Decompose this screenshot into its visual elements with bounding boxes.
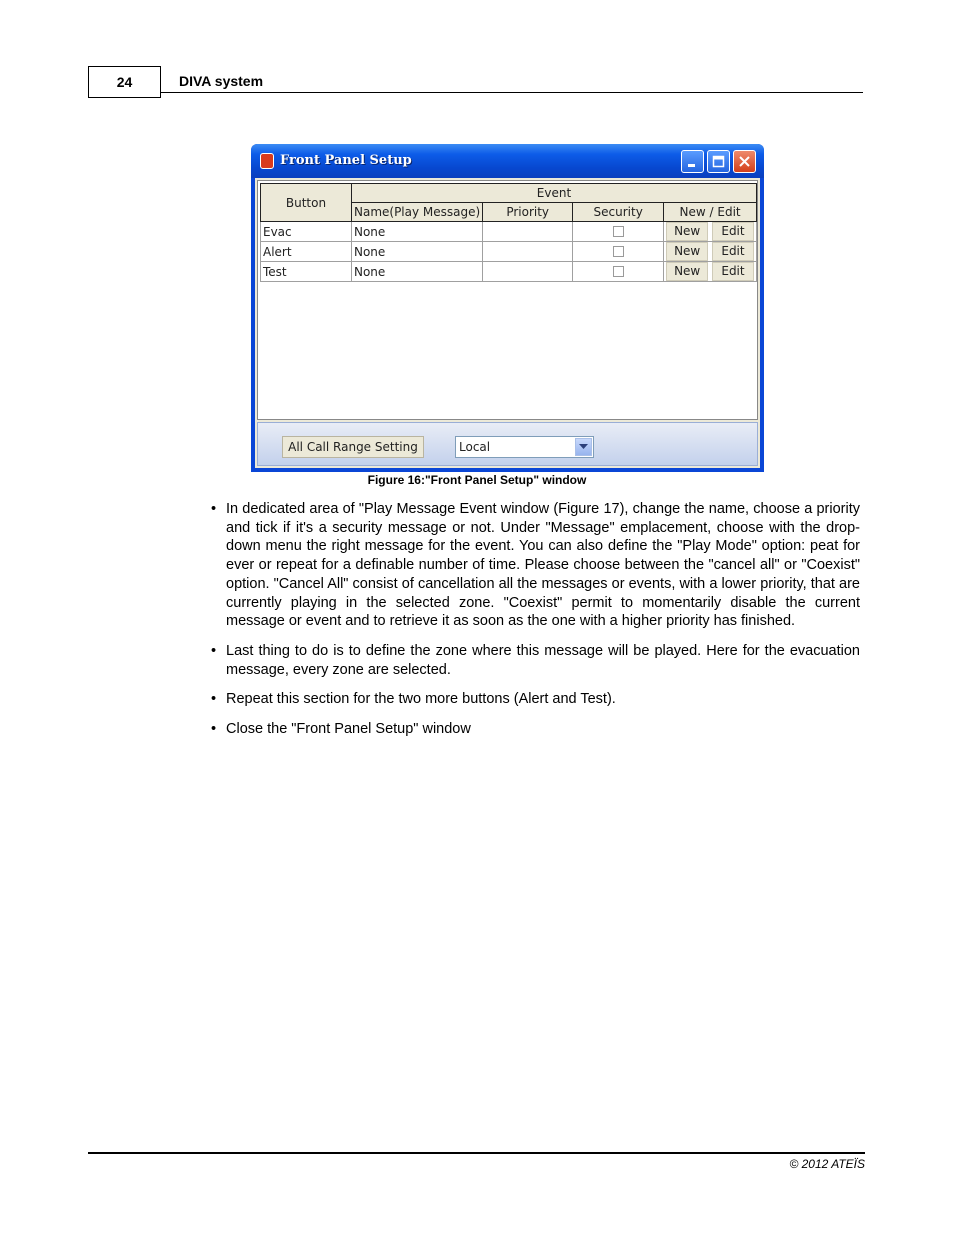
security-checkbox[interactable]: [613, 246, 624, 257]
front-panel-setup-window: [251, 144, 764, 472]
new-edit-column-header[interactable]: New / Edit: [664, 203, 757, 222]
app-icon: [260, 153, 274, 169]
list-item: [208, 642, 860, 679]
close-button[interactable]: [733, 150, 756, 173]
security-cell: [573, 222, 664, 242]
event-table: [260, 183, 757, 282]
range-select[interactable]: [455, 436, 594, 458]
event-grid-area: [257, 180, 758, 420]
new-button[interactable]: New: [666, 242, 708, 261]
button-column-header[interactable]: Button: [261, 184, 352, 222]
new-edit-cell: [664, 242, 757, 262]
instruction-list: [208, 500, 860, 750]
chevron-down-icon: [579, 444, 588, 450]
maximize-button[interactable]: [707, 150, 730, 173]
priority-cell[interactable]: [483, 222, 573, 242]
button-cell[interactable]: Alert: [261, 242, 352, 262]
edit-button[interactable]: Edit: [712, 242, 754, 261]
bullet-icon: •: [211, 501, 217, 517]
header-rule: [161, 92, 863, 93]
security-cell: [573, 262, 664, 282]
edit-button[interactable]: Edit: [712, 222, 754, 241]
list-item-text: Repeat this section for the two more buttons (Alert and Test).: [226, 691, 616, 708]
footer-rule: [88, 1152, 865, 1154]
new-edit-cell: [664, 262, 757, 282]
new-button[interactable]: New: [666, 222, 708, 241]
security-cell: [573, 242, 664, 262]
new-button[interactable]: New: [666, 262, 708, 281]
list-item-text: Close the "Front Panel Setup" window: [226, 721, 471, 738]
footer-copyright: © 2012 ATEÏS: [789, 1157, 865, 1171]
all-call-range-setting-button[interactable]: All Call Range Setting: [282, 436, 424, 458]
minimize-button[interactable]: [681, 150, 704, 173]
name-cell[interactable]: None: [351, 222, 482, 242]
button-cell[interactable]: Evac: [261, 222, 352, 242]
minimize-icon: [686, 155, 699, 168]
maximize-icon: [712, 155, 725, 168]
security-checkbox[interactable]: [613, 226, 624, 237]
range-select-value: Local: [459, 440, 491, 454]
list-item-text: In dedicated area of "Play Message Event window (Figure 17), change the name, choose a priority and tick if it's a security message or not. Under "Message" emplacement, choose with the drop-down menu the right message for the event. You can also define the "Play Mode" option: peat for ever or repeat for a definable number of time. Please choose between the "cancel all" or "Coexist" option. "Cancel All" consist of cancellation all the messages or events, with a lower priority, that are currently playing in the selected zone. "Coexist" permit to momentarily disable the current message or event and to retrieve it as soon as the one with a higher priority has finished.: [226, 501, 860, 630]
list-item: [208, 690, 860, 709]
priority-cell[interactable]: [483, 262, 573, 282]
table-row[interactable]: [261, 242, 757, 262]
priority-cell[interactable]: [483, 242, 573, 262]
security-checkbox[interactable]: [613, 266, 624, 277]
security-column-header[interactable]: Security: [573, 203, 664, 222]
bottom-toolbar: [257, 422, 758, 466]
name-cell[interactable]: None: [351, 242, 482, 262]
page-number: 24: [88, 66, 161, 98]
table-row[interactable]: [261, 262, 757, 282]
dropdown-arrow-button[interactable]: [575, 438, 592, 456]
button-cell[interactable]: Test: [261, 262, 352, 282]
list-item-text: Last thing to do is to define the zone where this message will be played. Here for the evacuation message, every zone are selected.: [226, 642, 860, 678]
bullet-icon: •: [211, 642, 217, 659]
bullet-icon: •: [211, 691, 217, 708]
figure-caption: Figure 16:"Front Panel Setup" window: [367, 473, 587, 487]
list-item: [208, 500, 860, 631]
priority-column-header[interactable]: Priority: [483, 203, 573, 222]
table-row[interactable]: [261, 222, 757, 242]
list-item: [208, 720, 860, 739]
header-title: DIVA system: [179, 73, 264, 89]
event-column-header[interactable]: Event: [351, 184, 756, 203]
new-edit-cell: [664, 222, 757, 242]
edit-button[interactable]: Edit: [712, 262, 754, 281]
name-column-header[interactable]: Name(Play Message): [351, 203, 482, 222]
close-icon: [738, 155, 751, 168]
window-client-area: [255, 178, 760, 468]
window-title: Front Panel Setup: [280, 153, 412, 168]
name-cell[interactable]: None: [351, 262, 482, 282]
window-titlebar[interactable]: [251, 144, 764, 178]
bullet-icon: •: [211, 721, 217, 738]
